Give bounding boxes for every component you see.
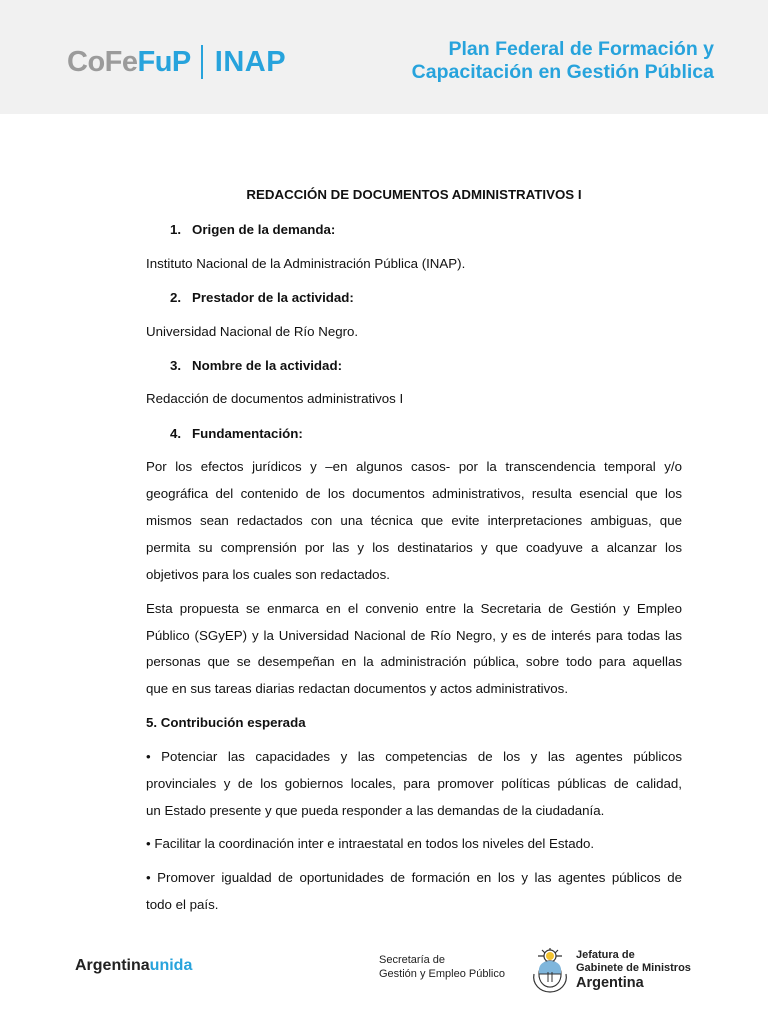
section-2-title: Prestador de la actividad: [192, 290, 354, 305]
jefatura-line-2: Gabinete de Ministros [576, 961, 691, 974]
section-2-number: 2. [170, 290, 182, 305]
paragraph-1-line: permita su comprensión por las y los destinatarios y que coadyuve a alcanzar los [146, 540, 682, 555]
logo-divider [201, 45, 203, 79]
logo-inap-text: INAP [214, 45, 287, 78]
jefatura-text [576, 949, 691, 992]
bullet-3-line: todo el país. [146, 897, 219, 912]
section-1-number: 1. [170, 222, 182, 237]
section-5-heading: 5. Contribución esperada [146, 715, 306, 730]
section-3-text: Redacción de documentos administrativos I [146, 391, 404, 406]
section-2-heading [170, 290, 354, 305]
bullet-3-line: • Promover igualdad de oportunidades de formación en los y las agentes públicos de [146, 870, 682, 885]
paragraph-1-line: geográfica del contenido de los documentos administrativos, resulta esencial que los [146, 486, 682, 501]
secretaria-line-1: Secretaría de [379, 954, 446, 966]
section-3-number: 3. [170, 358, 182, 373]
secretaria-logo [379, 953, 505, 981]
jefatura-line-3: Argentina [576, 974, 644, 991]
argentina-coat-of-arms-icon [530, 946, 570, 994]
argentina-unida-logo [75, 957, 192, 975]
unida-text: unida [149, 957, 193, 974]
bullet-1-line: un Estado presente y que pueda responder a las demandas de la ciudadanía. [146, 803, 605, 818]
paragraph-1-line: Por los efectos jurídicos y –en algunos casos- por la transcendencia temporal y/o [146, 459, 682, 474]
section-1-heading [170, 222, 335, 237]
logo-cofe-text: CoFe [67, 45, 138, 78]
jefatura-line-1: Jefatura de [576, 948, 635, 961]
page-header [0, 0, 768, 114]
section-1-text: Instituto Nacional de la Administración Pública (INAP). [146, 256, 466, 271]
plan-federal-title [412, 38, 714, 84]
section-4-heading [170, 426, 303, 441]
paragraph-2-line: que en sus tareas diarias redactan documentos y actos administrativos. [146, 681, 569, 696]
paragraph-2-line: Público (SGyEP) y la Universidad Nacional de Río Negro, y es de interés para todas las [146, 628, 682, 643]
paragraph-1-line: mismos sean redactados con una técnica que evite interpretaciones ambiguas, que [146, 513, 682, 528]
plan-title-line-1: Plan Federal de Formación y [448, 38, 714, 60]
paragraph-2-line: personas que se desempeñan en la administración pública, sobre todo para aquellas [146, 654, 682, 669]
section-2-text: Universidad Nacional de Río Negro. [146, 324, 359, 339]
plan-title-line-2: Capacitación en Gestión Pública [411, 61, 714, 83]
logo-fup-text: FuP [137, 45, 191, 78]
secretaria-line-2: Gestión y Empleo Público [379, 968, 505, 980]
argentina-text: Argentina [75, 957, 150, 974]
cofefup-inap-logo [67, 42, 286, 82]
bullet-2-line: • Facilitar la coordinación inter e intraestatal en todos los niveles del Estado. [146, 836, 595, 851]
paragraph-1-line: objetivos para los cuales son redactados. [146, 567, 390, 582]
section-3-title: Nombre de la actividad: [192, 358, 342, 373]
bullet-1-line: • Potenciar las capacidades y las competencias de los y las agentes públicos [146, 749, 682, 764]
bullet-1-line: provinciales y de los gobiernos locales, para promover políticas públicas de calidad, [146, 776, 682, 791]
paragraph-2-line: Esta propuesta se enmarca en el convenio entre la Secretaria de Gestión y Empleo [146, 601, 682, 616]
section-4-title: Fundamentación: [192, 426, 303, 441]
document-title: REDACCIÓN DE DOCUMENTOS ADMINISTRATIVOS I [246, 187, 582, 202]
section-3-heading [170, 358, 342, 373]
jefatura-logo [530, 946, 691, 994]
section-1-title: Origen de la demanda: [192, 222, 336, 237]
section-4-number: 4. [170, 426, 182, 441]
